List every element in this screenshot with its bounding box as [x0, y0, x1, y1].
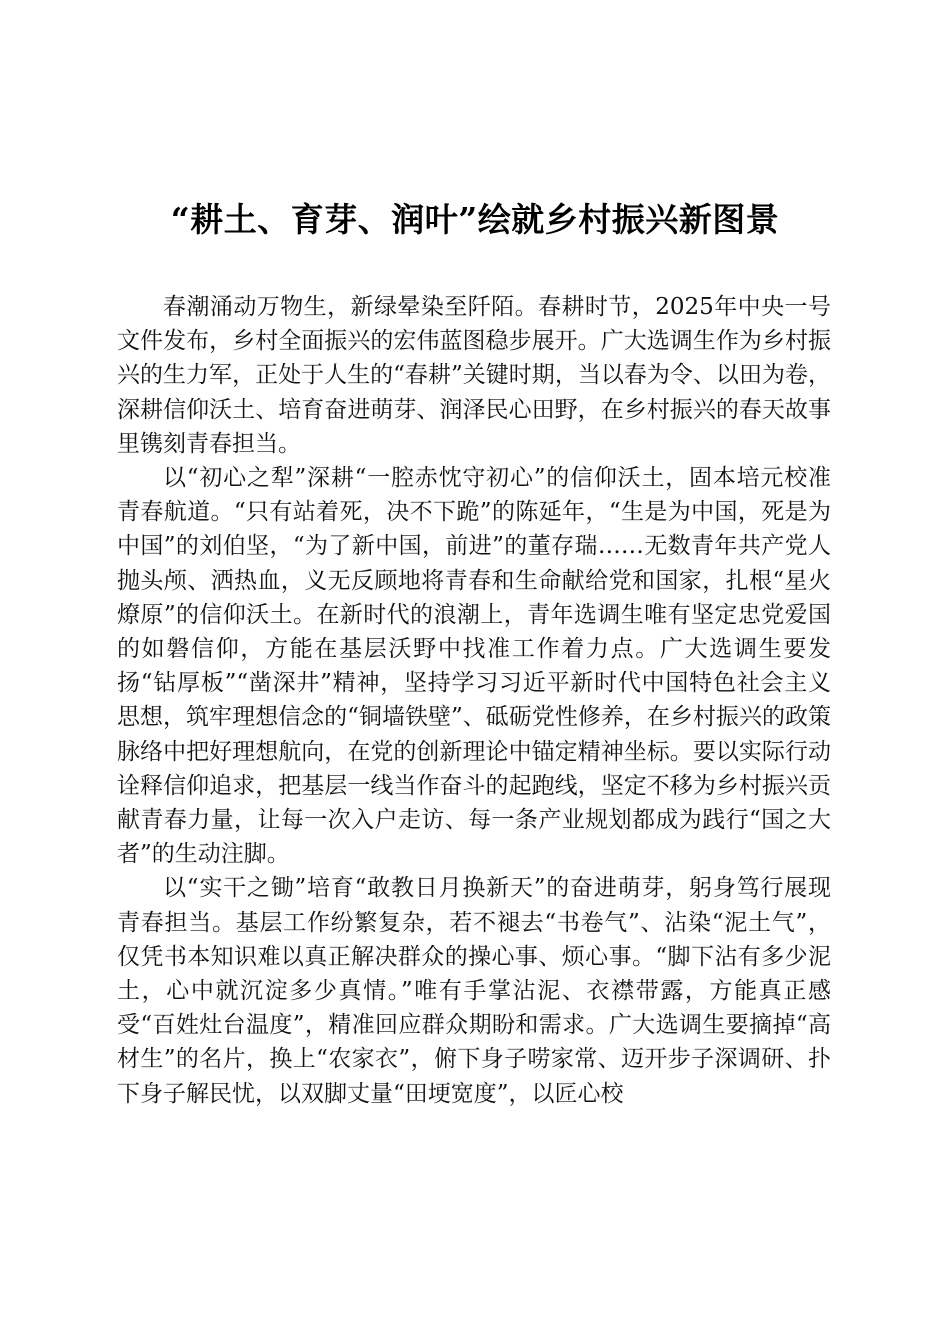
paragraph-action: 以“实干之锄”培育“敢教日月换新天”的奋进萌芽，躬身笃行展现青春担当。基层工作纷繁复杂，若不褪去“书卷气”、沾染“泥土气”，仅凭书本知识难以真正解决群众的操心事、烦心事。“脚下沾有多少泥土，心中就沉淀多少真情。”唯有手掌沾泥、衣襟带露，方能真正感受“百姓灶台温度”，精准回应群众期盼和需求。广大选调生要摘掉“高材生”的名片，换上“农家衣”，俯下身子唠家常、迈开步子深调研、扑下身子解民忧，以双脚丈量“田埂宽度”，以匠心校 [117, 875, 831, 1107]
document-title: “耕土、育芽、润叶”绘就乡村振兴新图景 [170, 200, 780, 239]
paragraph-intro: 春潮涌动万物生，新绿晕染至阡陌。春耕时节，2025年中央一号文件发布，乡村全面振兴的宏伟蓝图稳步展开。广大选调生作为乡村振兴的生力军，正处于人生的“春耕”关键时期，当以春为令、以田为卷，深耕信仰沃土、培育奋进萌芽、润泽民心田野，在乡村振兴的春天故事里镌刻青春担当。 [117, 294, 831, 457]
paragraph-belief: 以“初心之犁”深耕“一腔赤忱守初心”的信仰沃土，固本培元校准青春航道。“只有站着死，决不下跪”的陈延年，“生是为中国，死是为中国”的刘伯坚，“为了新中国，前进”的董存瑞……无数青年共产党人抛头颅、洒热血，义无反顾地将青春和生命献给党和国家，扎根“星火燎原”的信仰沃土。在新时代的浪潮上，青年选调生唯有坚定忠党爱国的如磐信仰，方能在基层沃野中找准工作着力点。广大选调生要发扬“钻厚板”“凿深井”精神，坚持学习习近平新时代中国特色社会主义思想，筑牢理想信念的“铜墙铁壁”、砥砺党性修养，在乡村振兴的政策脉络中把好理想航向，在党的创新理论中锚定精神坐标。要以实际行动诠释信仰追求，把基层一线当作奋斗的起跑线，坚定不移为乡村振兴贡献青春力量，让每一次入户走访、每一条产业规划都成为践行“国之大者”的生动注脚。 [117, 465, 831, 868]
document-body [117, 290, 831, 1111]
